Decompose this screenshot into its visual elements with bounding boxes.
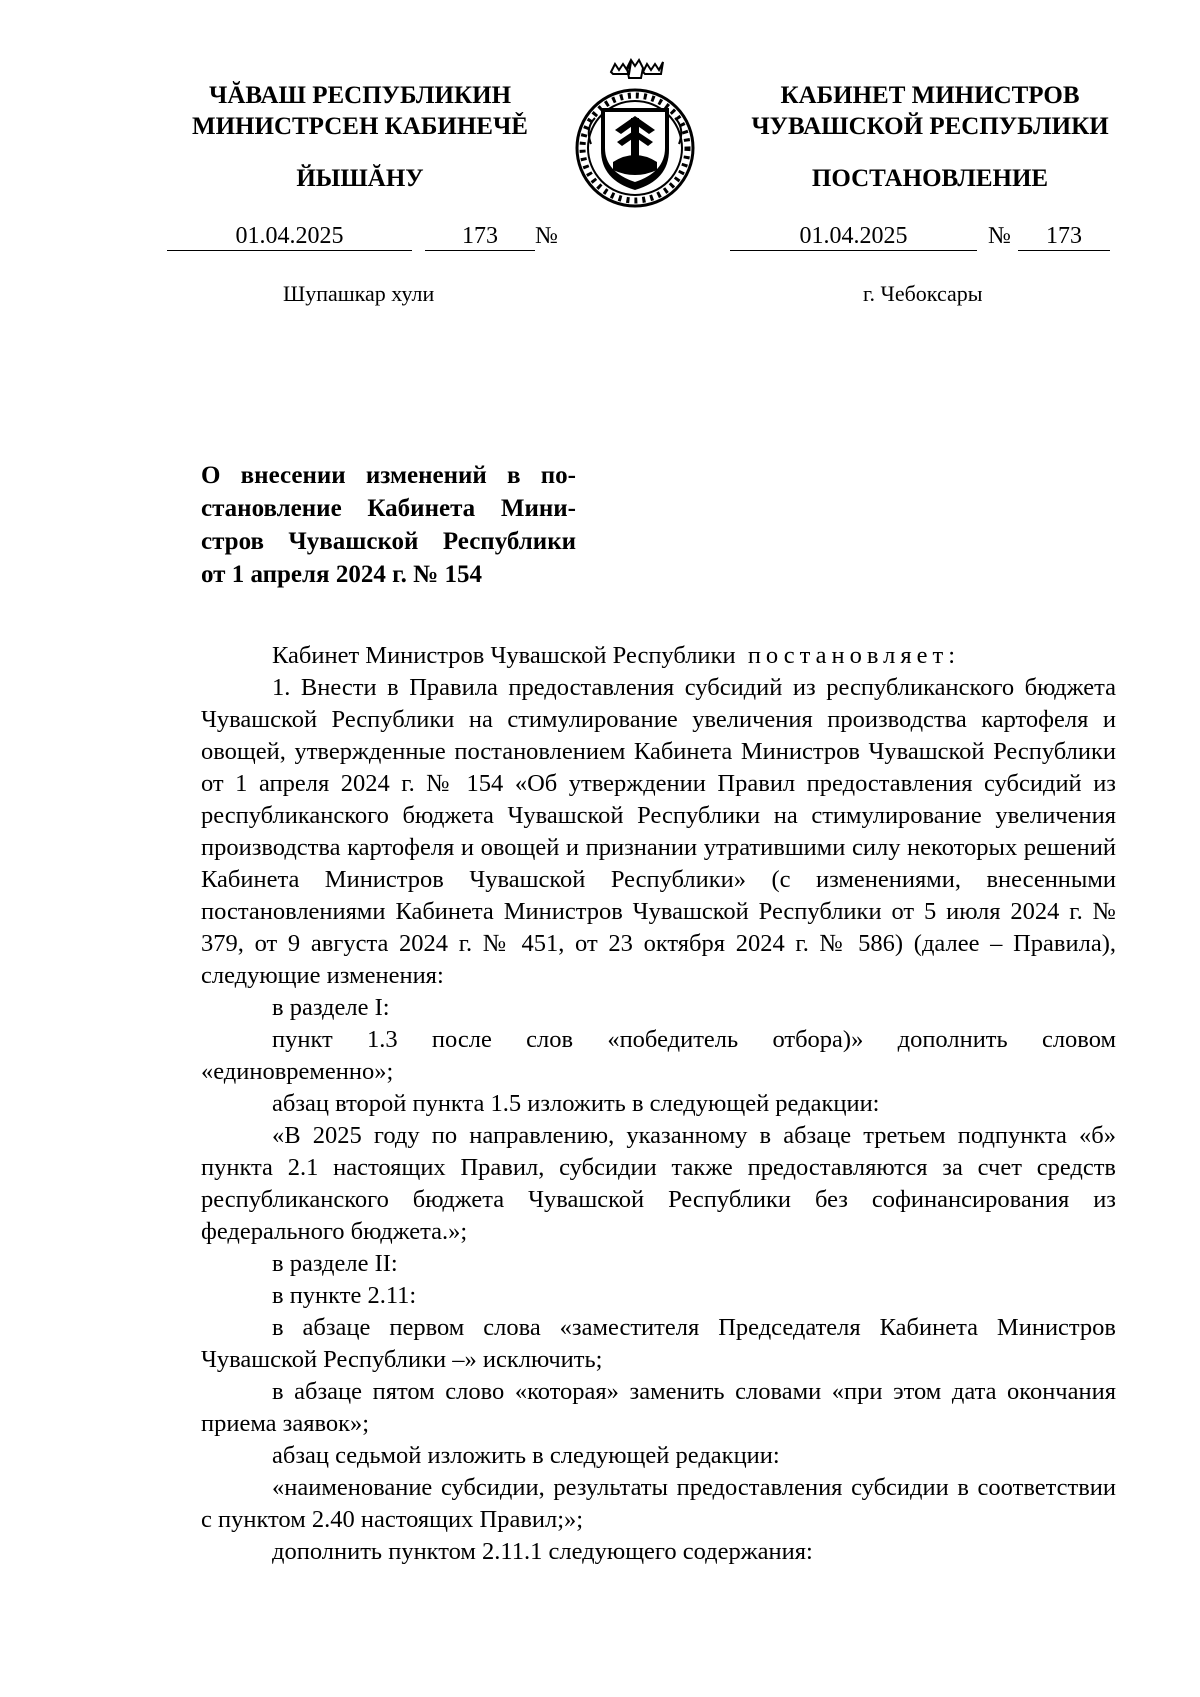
body-paragraph: в пункте 2.11: bbox=[272, 1282, 417, 1309]
body-paragraph: дополнить пунктом 2.11.1 следующего содержания: bbox=[272, 1538, 813, 1565]
body-paragraph: в абзаце первом слова «заместителя Председателя Кабинета Министров Чувашской Республики –» исключить; bbox=[201, 1314, 1116, 1373]
right-number-sign: № bbox=[988, 223, 1011, 249]
title-line: О внесении изменений в по- bbox=[201, 462, 576, 489]
preamble-subject: Кабинет Министров Чувашской Республики bbox=[272, 642, 736, 669]
document-title bbox=[201, 459, 576, 591]
right-number: 173 bbox=[1018, 222, 1110, 251]
body-paragraph: пункт 1.3 после слов «победитель отбора)» дополнить словом «единовременно»; bbox=[201, 1026, 1116, 1085]
right-place: г. Чебоксары bbox=[863, 281, 983, 306]
left-org-line2: МИНИСТРСЕН КАБИНЕЧĚ bbox=[192, 113, 528, 140]
body-paragraph: в разделе I: bbox=[272, 994, 390, 1021]
left-date: 01.04.2025 bbox=[167, 222, 412, 251]
body-paragraph: в абзаце пятом слово «которая» заменить словами «при этом дата окончания приема заявок»; bbox=[201, 1378, 1116, 1437]
title-line: становление Кабинета Мини- bbox=[201, 495, 576, 522]
right-org-name bbox=[720, 80, 1140, 142]
left-number: 173 bbox=[425, 222, 535, 251]
body-paragraph: абзац второй пункта 1.5 изложить в следующей редакции: bbox=[272, 1090, 880, 1117]
right-org-line1: КАБИНЕТ МИНИСТРОВ bbox=[780, 82, 1080, 109]
body-paragraph: «наименование субсидии, результаты предоставления субсидии в соответствии с пунктом 2.40 настоящих Правил;»; bbox=[201, 1474, 1116, 1533]
title-line: от 1 апреля 2024 г. № 154 bbox=[201, 561, 482, 588]
right-date: 01.04.2025 bbox=[730, 222, 977, 251]
body-paragraph: абзац седьмой изложить в следующей редакции: bbox=[272, 1442, 780, 1469]
right-doc-type: ПОСТАНОВЛЕНИЕ bbox=[811, 165, 1049, 192]
body-paragraph: «В 2025 году по направлению, указанному в абзаце третьем подпункта «б» пункта 2.1 настоящих Правил, субсидии также предоставляются за счет средств республиканского бюджета Чувашской Республики без софинансирования из федерального бюджета.»; bbox=[201, 1122, 1116, 1245]
preamble bbox=[201, 640, 1116, 672]
left-doc-type: ЙЫШĂНУ bbox=[296, 165, 424, 192]
left-org-line1: ЧĂВАШ РЕСПУБЛИКИН bbox=[208, 82, 512, 109]
chuvash-coat-of-arms-icon bbox=[565, 58, 705, 210]
left-number-sign: № bbox=[535, 223, 558, 249]
left-place: Шупашкар хули bbox=[283, 281, 435, 306]
right-org-line2: ЧУВАШСКОЙ РЕСПУБЛИКИ bbox=[751, 113, 1109, 140]
document-body bbox=[201, 640, 1116, 1568]
left-org-name bbox=[150, 80, 570, 142]
title-line: стров Чувашской Республики bbox=[201, 528, 576, 555]
body-paragraph: 1. Внести в Правила предоставления субсидий из республиканского бюджета Чувашской Республики на стимулирование увеличения производства картофеля и овощей, утвержденные постановлением Кабинета Министров Чувашской Республики от 1 апреля 2024 г. № 154 «Об утверждении Правил предоставления субсидий из республиканского бюджета Чувашской Республики на стимулирование увеличения производства картофеля и овощей и признании утратившими силу некоторых решений Кабинета Министров Чувашской Республики» (с изменениями, внесенными постановлениями Кабинета Министров Чувашской Республики от 5 июля 2024 г. № 379, от 9 августа 2024 г. № 451, от 23 октября 2024 г. № 586) (далее – Правила), следующие изменения: bbox=[201, 674, 1116, 989]
body-paragraph: в разделе II: bbox=[272, 1250, 398, 1277]
preamble-verb: постановляет: bbox=[747, 642, 961, 669]
